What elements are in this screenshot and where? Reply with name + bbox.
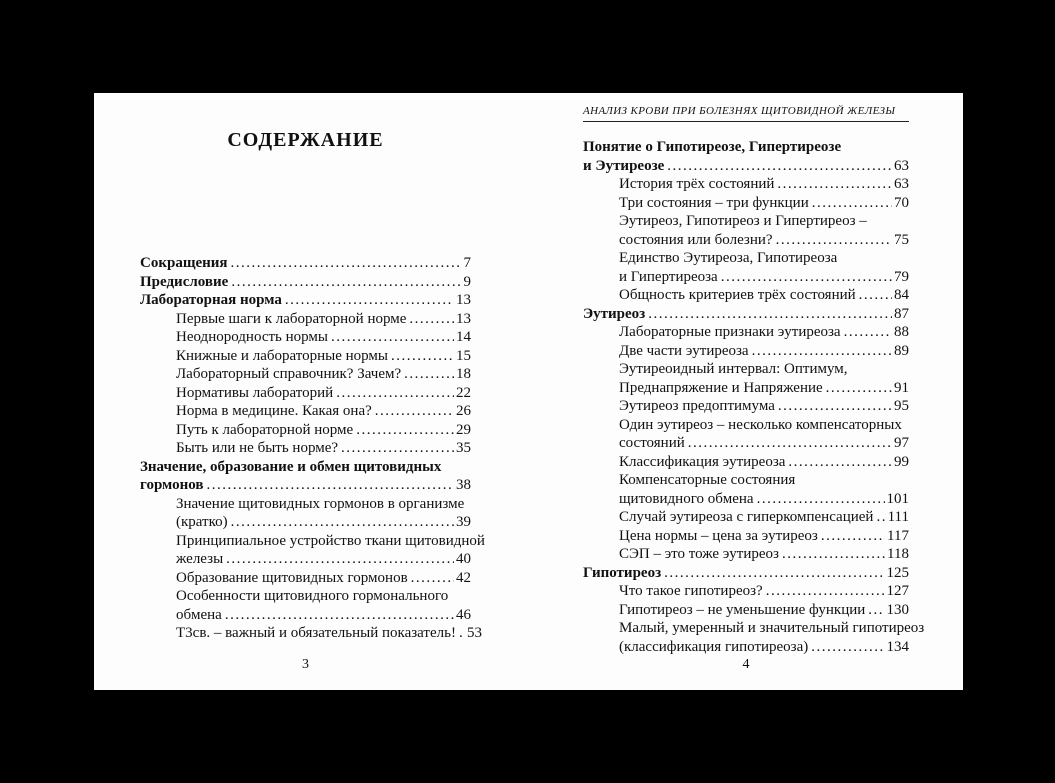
toc-entry-page: 13: [456, 310, 471, 327]
toc-entry-title: и Гипертиреоза: [619, 268, 718, 285]
toc-entry-title: Лабораторный справочник? Зачем?: [176, 366, 402, 382]
toc-entry-title: Гипотиреоз – не уменьшение функции: [619, 601, 866, 618]
toc-entry: [140, 587, 471, 606]
toc-entry-page: 15: [456, 347, 471, 364]
toc-entry-title: щитовидного обмена: [619, 490, 754, 507]
toc-entry-title: Значение щитовидных гормонов в организме: [176, 495, 465, 512]
toc-entry-title: Общность критериев трёх состояний: [619, 287, 856, 303]
toc-entry-title: Случай эутиреоза с гиперкомпенсацией: [619, 509, 874, 525]
toc-entry: [583, 157, 909, 176]
toc-entry: [140, 476, 471, 495]
toc-entry-title: Понятие о Гипотиреозе, Гипертиреозе: [583, 139, 842, 155]
toc-entry: [140, 550, 471, 569]
toc-entry: [583, 564, 909, 583]
dot-leader: [757, 490, 885, 509]
toc-entry-title: Особенности щитовидного гормонального: [176, 588, 449, 604]
toc-entry: [583, 212, 909, 231]
toc-entry-title: Гипотиреоз: [583, 564, 662, 581]
toc-entry: [140, 495, 471, 514]
toc-entry-page: 84: [894, 287, 909, 303]
dot-leader: [688, 434, 892, 453]
dot-leader: [226, 550, 454, 569]
running-header: АНАЛИЗ КРОВИ ПРИ БОЛЕЗНЯХ ЩИТОВИДНОЙ ЖЕЛЕЗЫ: [583, 105, 909, 122]
toc-entry-page: 79: [894, 268, 909, 285]
dot-leader: [826, 379, 892, 398]
toc-entry-title: Эутиреоз: [583, 305, 646, 322]
toc-entry: [140, 273, 471, 292]
toc-entry: [583, 175, 909, 194]
toc-entry-page: 40: [456, 551, 471, 567]
toc-entry-page: 22: [456, 384, 471, 401]
dot-leader: [231, 513, 454, 532]
toc-entry-page: 53: [466, 625, 482, 641]
toc-entry-title: Неоднородность нормы: [176, 329, 328, 345]
toc-entry-page: 26: [456, 403, 471, 419]
dot-leader: [285, 291, 454, 310]
toc-entry-page: 125: [886, 564, 909, 581]
toc-entry-title: Нормативы лабораторий: [176, 384, 334, 401]
dot-leader: [231, 273, 461, 292]
toc-entry-title: Цена нормы – цена за эутиреоз: [619, 527, 818, 544]
toc-entry-page: 117: [887, 527, 909, 544]
toc-entry-page: 91: [894, 379, 909, 396]
dot-leader: [812, 194, 892, 213]
toc-entry: [140, 532, 485, 551]
toc-entry: [583, 286, 909, 305]
toc-entry-title: Путь к лабораторной норме: [176, 421, 354, 438]
toc-entry-title: Малый, умеренный и значительный гипотиреоз: [619, 620, 925, 636]
dot-leader: [356, 421, 454, 440]
toc-entry-page: 35: [456, 440, 471, 456]
toc-entry: [140, 606, 471, 625]
dot-leader: [336, 384, 454, 403]
dot-leader: [404, 365, 454, 384]
dot-leader: [788, 453, 892, 472]
toc-entry-title: состояния или болезни?: [619, 231, 773, 248]
toc-list-left: [140, 254, 485, 643]
dot-leader: [225, 606, 454, 625]
dot-leader: [752, 342, 892, 361]
toc-entry: [140, 624, 482, 643]
toc-list-right: [583, 138, 925, 656]
toc-title: СОДЕРЖАНИЕ: [227, 129, 384, 151]
toc-entry-title: Эутиреоз, Гипотиреоз и Гипертиреоз –: [619, 213, 867, 229]
dot-leader: [868, 601, 884, 620]
toc-entry: [583, 508, 909, 527]
toc-entry-title: и Эутиреозе: [583, 157, 665, 174]
toc-entry: [583, 619, 925, 638]
toc-entry-page: 88: [894, 324, 909, 340]
toc-entry: [583, 138, 909, 157]
toc-entry-page: 95: [894, 398, 909, 414]
toc-entry: [583, 638, 909, 657]
toc-entry: [140, 513, 471, 532]
dot-leader: [844, 323, 892, 342]
toc-entry-page: 97: [894, 435, 909, 451]
toc-entry: [583, 471, 909, 490]
dot-leader: [667, 157, 892, 176]
toc-entry-page: 63: [894, 157, 909, 174]
toc-entry-page: 118: [887, 546, 909, 562]
dot-leader: [778, 397, 892, 416]
toc-entry: [140, 439, 471, 458]
toc-entry: [583, 582, 909, 601]
toc-entry: [583, 397, 909, 416]
toc-entry-page: 29: [456, 421, 471, 438]
toc-entry: [140, 458, 471, 477]
toc-entry: [140, 569, 471, 588]
dot-leader: [409, 310, 454, 329]
toc-entry-title: (кратко): [176, 514, 228, 530]
toc-entry-page: 13: [456, 292, 471, 308]
toc-entry-title: Лабораторные признаки эутиреоза: [619, 324, 841, 340]
toc-entry: [140, 328, 471, 347]
dot-leader: [231, 254, 462, 273]
toc-entry-title: Книжные и лабораторные нормы: [176, 347, 388, 364]
right-page: [583, 93, 925, 690]
toc-entry-title: Быть или не быть норме?: [176, 440, 339, 456]
toc-entry: [140, 402, 471, 421]
toc-entry-page: 9: [463, 273, 471, 290]
dot-leader: [459, 624, 465, 643]
dot-leader: [391, 347, 454, 366]
toc-entry-page: 39: [456, 514, 471, 530]
toc-entry-page: 87: [894, 305, 909, 322]
dot-leader: [782, 545, 885, 564]
toc-entry-title: гормонов: [140, 477, 204, 493]
toc-entry-title: Преднапряжение и Напряжение: [619, 379, 823, 396]
toc-entry-title: Три состояния – три функции: [619, 194, 809, 211]
toc-entry: [583, 601, 909, 620]
dot-leader: [664, 564, 884, 583]
toc-entry-title: Образование щитовидных гормонов: [176, 569, 408, 586]
toc-entry-page: 130: [886, 601, 909, 618]
toc-entry-page: 99: [894, 453, 909, 470]
toc-entry-title: Один эутиреоз – несколько компенсаторных: [619, 416, 902, 433]
toc-entry-title: Принципиальное устройство ткани щитовидной: [176, 532, 485, 549]
toc-entry: [583, 342, 909, 361]
dot-leader: [821, 527, 885, 546]
toc-entry: [583, 453, 909, 472]
toc-entry: [583, 545, 909, 564]
toc-entry-page: 127: [886, 583, 909, 599]
toc-entry-page: 70: [894, 194, 909, 211]
toc-entry-title: Единство Эутиреоза, Гипотиреоза: [619, 250, 838, 266]
toc-entry-title: железы: [176, 551, 224, 567]
toc-entry-page: 89: [894, 342, 909, 359]
toc-entry-title: Две части эутиреоза: [619, 342, 749, 359]
toc-entry-title: Эутиреоз предоптимума: [619, 398, 775, 414]
toc-entry-page: 75: [894, 231, 909, 248]
toc-entry: [583, 194, 909, 213]
dot-leader: [777, 175, 892, 194]
left-page: [140, 93, 485, 690]
toc-entry: [140, 310, 471, 329]
dot-leader: [721, 268, 892, 287]
dot-leader: [648, 305, 892, 324]
toc-entry: [583, 360, 909, 379]
toc-entry: [583, 231, 909, 250]
toc-entry-page: 63: [894, 176, 909, 192]
toc-entry-page: 7: [463, 255, 471, 271]
toc-entry: [140, 254, 471, 273]
page-number-right: 4: [742, 657, 750, 672]
toc-entry: [140, 421, 471, 440]
dot-leader: [776, 231, 892, 250]
toc-entry-title: Норма в медицине. Какая она?: [176, 403, 372, 419]
page-number-left: 3: [302, 657, 309, 672]
toc-entry-page: 38: [456, 477, 471, 493]
dot-leader: [811, 638, 884, 657]
toc-entry: [583, 323, 909, 342]
toc-entry: [583, 379, 909, 398]
dot-leader: [859, 286, 892, 305]
toc-entry-page: 18: [456, 366, 471, 382]
dot-leader: [411, 569, 454, 588]
toc-entry: [140, 347, 471, 366]
dot-leader: [375, 402, 454, 421]
toc-entry: [583, 490, 909, 509]
toc-entry-title: СЭП – это тоже эутиреоз: [619, 546, 779, 562]
dot-leader: [331, 328, 454, 347]
toc-entry-page: 101: [886, 490, 909, 507]
toc-entry-page: 134: [886, 638, 909, 655]
dot-leader: [206, 476, 454, 495]
toc-entry-title: Эутиреоидный интервал: Оптимум,: [619, 361, 848, 377]
book-spread: [94, 93, 963, 690]
dot-leader: [766, 582, 885, 601]
toc-entry-title: Лабораторная норма: [140, 292, 282, 308]
toc-entry: [140, 365, 471, 384]
toc-entry: [140, 291, 471, 310]
toc-entry-title: Компенсаторные состояния: [619, 472, 796, 488]
toc-entry-page: 42: [456, 569, 471, 586]
dot-leader: [876, 508, 885, 527]
toc-entry: [583, 434, 909, 453]
toc-entry: [140, 384, 471, 403]
toc-entry: [583, 527, 909, 546]
toc-entry-title: Первые шаги к лабораторной норме: [176, 310, 407, 327]
toc-entry-title: История трёх состояний: [619, 176, 775, 192]
dot-leader: [341, 439, 454, 458]
toc-entry-title: обмена: [176, 606, 222, 623]
toc-entry-title: состояний: [619, 435, 685, 451]
toc-entry-title: Предисловие: [140, 273, 229, 290]
toc-entry-title: Т3св. – важный и обязательный показатель!: [176, 625, 456, 641]
toc-entry-title: Сокращения: [140, 255, 228, 271]
toc-entry-title: Значение, образование и обмен щитовидных: [140, 458, 442, 475]
toc-entry-page: 14: [456, 329, 471, 345]
toc-entry-page: 46: [456, 606, 471, 623]
toc-entry-title: Классификация эутиреоза: [619, 453, 786, 470]
toc-entry: [583, 249, 909, 268]
toc-entry: [583, 416, 909, 435]
toc-entry-title: Что такое гипотиреоз?: [619, 583, 763, 599]
toc-entry: [583, 268, 909, 287]
toc-entry: [583, 305, 909, 324]
toc-entry-title: (классификация гипотиреоза): [619, 638, 809, 655]
toc-entry-page: 111: [887, 509, 909, 525]
